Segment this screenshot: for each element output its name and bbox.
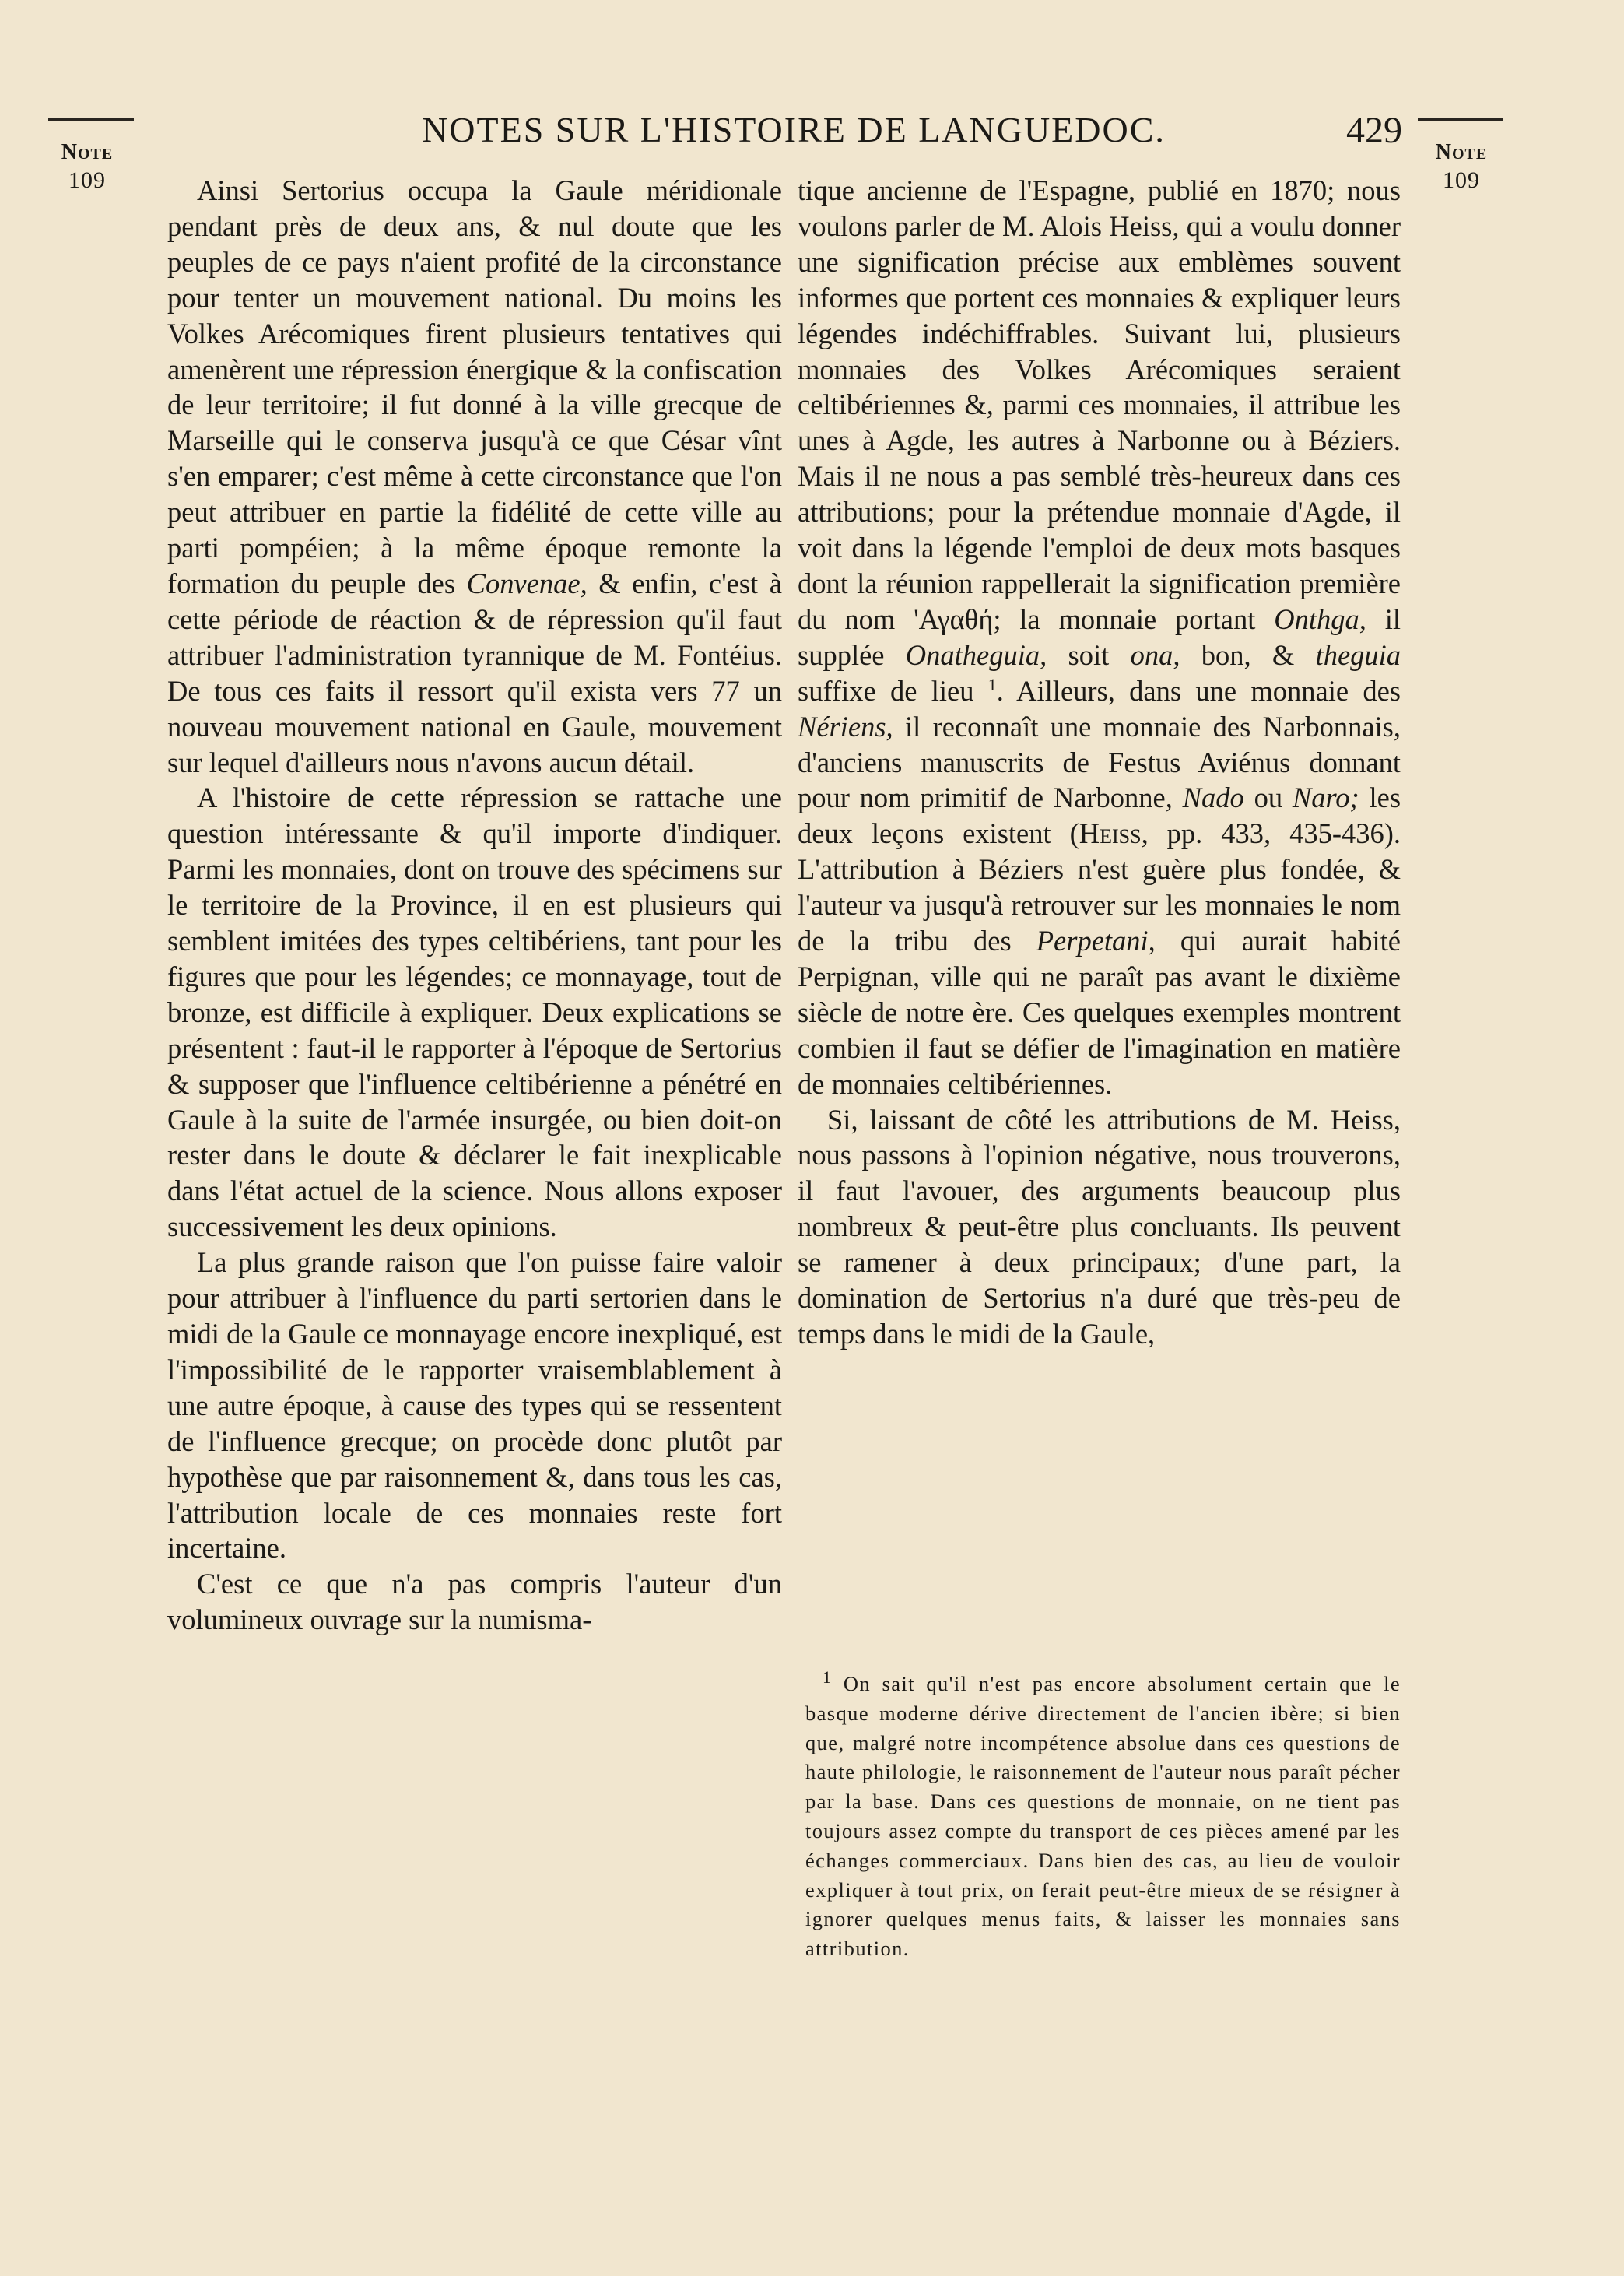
paragraph: A l'histoire de cette répression se rattache une question intéressante & qu'il importe d'indiquer. Parmi les monnaies, dont on trouve des spécimens sur le territoire de la Province, il en est plusieurs qui semblent imitées des types celtibériens, tant pour les figures que pour les légendes; ce monnayage, tout de bronze, est difficile à expliquer. Deux explications se présentent : faut-il le rapporter à l'époque de Sertorius & supposer que l'influence celtibérienne a pénétré en Gaule à la suite de l'armée insurgée, ou bien doit-on rester dans le doute & déclarer le fait inexplicable dans l'état actuel de la science. Nous allons exposer successivement les deux opinions. bbox=[167, 781, 782, 1243]
margin-note-left bbox=[40, 139, 134, 195]
page-number: 429 bbox=[1346, 110, 1402, 151]
paragraph: La plus grande raison que l'on puisse faire valoir pour attribuer à l'influence du parti sertorien dans le midi de la Gaule ce monnayage encore inexpliqué, est l'impossibilité de le rapporter vraisemblablement à une autre époque, à cause des types qui se ressentent de l'influence grecque; on procède donc plutôt par hypothèse que par raisonnement &, dans tous les cas, l'attribution locale de ces monnaies reste fort incertaine. bbox=[167, 1246, 782, 1565]
top-rule-right bbox=[1418, 118, 1503, 121]
paragraph: Ainsi Sertorius occupa la Gaule méridionale pendant près de deux ans, & nul doute que les peuples de ce pays n'aient profité de la circonstance pour tenter un mouvement national. Du moins les Volkes Arécomiques firent plusieurs tentatives qui amenèrent une répression énergique & la confiscation de leur territoire; il fut donné à la ville grecque de Marseille qui le conserva jusqu'à ce que César vînt s'en emparer; c'est même à cette circonstance que l'on peut attribuer en partie la fidélité de cette ville au parti pompéien; à la même époque remonte la formation du peuple des Convenae, & enfin, c'est à cette période de réaction & de répression qu'il faut attribuer l'administration tyrannique de M. Fontéius. De tous ces faits il ressort qu'il exista vers 77 un nouveau mouvement national en Gaule, mouvement sur lequel d'ailleurs nous n'avons aucun détail. bbox=[167, 174, 782, 778]
footnote-reference: 1 bbox=[987, 674, 997, 694]
margin-note-label: Note bbox=[1435, 140, 1488, 164]
margin-note-number: 109 bbox=[68, 167, 106, 193]
top-rule-left bbox=[48, 118, 134, 121]
margin-note-right bbox=[1415, 139, 1508, 195]
paragraph: tique ancienne de l'Espagne, publié en 1870; nous voulons parler de M. Alois Heiss, qui a voulu donner une signification précise aux emblèmes souvent informes que portent ces monnaies & expliquer leurs légendes indéchiffrables. Suivant lui, plusieurs monnaies des Volkes Arécomiques seraient celtibériennes &, parmi ces monnaies, il attribue les unes à Agde, les autres à Narbonne ou à Béziers. Mais il ne nous a pas semblé très-heureux dans ces attributions; pour la prétendue monnaie d'Agde, il voit dans la légende l'emploi de deux mots basques dont la réunion rappellerait la signification première du nom 'Αγαθή; la monnaie portant Onthga, il supplée Onatheguia, soit ona, bon, & theguia suffixe de lieu $^1$. Ailleurs, dans une monnaie des Nériens, il reconnaît une monnaie des Narbonnais, d'anciens manuscrits de Festus Aviénus donnant pour nom primitif de Narbonne, Nado ou Naro; les deux leçons existent (Heiss, pp. 433, 435-436). L'attribution à Béziers n'est guère plus fondée, & l'auteur va jusqu'à retrouver sur les monnaies le nom de la tribu des Perpetani, qui aurait habité Perpignan, ville qui ne paraît pas avant le dixième siècle de notre ère. Ces quelques exemples montrent combien il faut se défier de l'imagination en matière de monnaies celtibériennes. bbox=[798, 174, 1401, 1100]
footnote-text: On sait qu'il n'est pas encore absolument certain que le basque moderne dérive directement de l'ancien ibère; si bien que, malgré notre incompétence absolue dans ces questions de haute philologie, le raisonnement de l'auteur nous paraît pécher par la base. Dans ces questions de monnaie, on ne tient pas toujours assez compte du transport de ces pièces amené par les échanges commerciaux. Dans bien des cas, au lieu de vouloir expliquer à tout prix, on ferait peut-être mieux de se résigner à ignorer quelques menus faits, & laisser les monnaies sans attribution. bbox=[805, 1672, 1401, 1961]
footnote-marker: 1 bbox=[823, 1667, 833, 1688]
margin-note-label: Note bbox=[61, 140, 114, 164]
margin-note-number: 109 bbox=[1443, 167, 1480, 193]
footnote bbox=[805, 1667, 1401, 1964]
left-column bbox=[167, 173, 782, 1638]
right-column bbox=[798, 173, 1401, 1352]
running-title: NOTES SUR L'HISTOIRE DE LANGUEDOC. bbox=[422, 110, 1166, 149]
paragraph: Si, laissant de côté les attributions de M. Heiss, nous passons à l'opinion négative, nous trouverons, il faut l'avouer, des arguments beaucoup plus nombreux & peut-être plus concluants. Ils peuvent se ramener à deux principaux; d'une part, la domination de Sertorius n'a duré que très-peu de temps dans le midi de la Gaule, bbox=[798, 1103, 1401, 1350]
paragraph: C'est ce que n'a pas compris l'auteur d'un volumineux ouvrage sur la numisma- bbox=[167, 1568, 782, 1636]
